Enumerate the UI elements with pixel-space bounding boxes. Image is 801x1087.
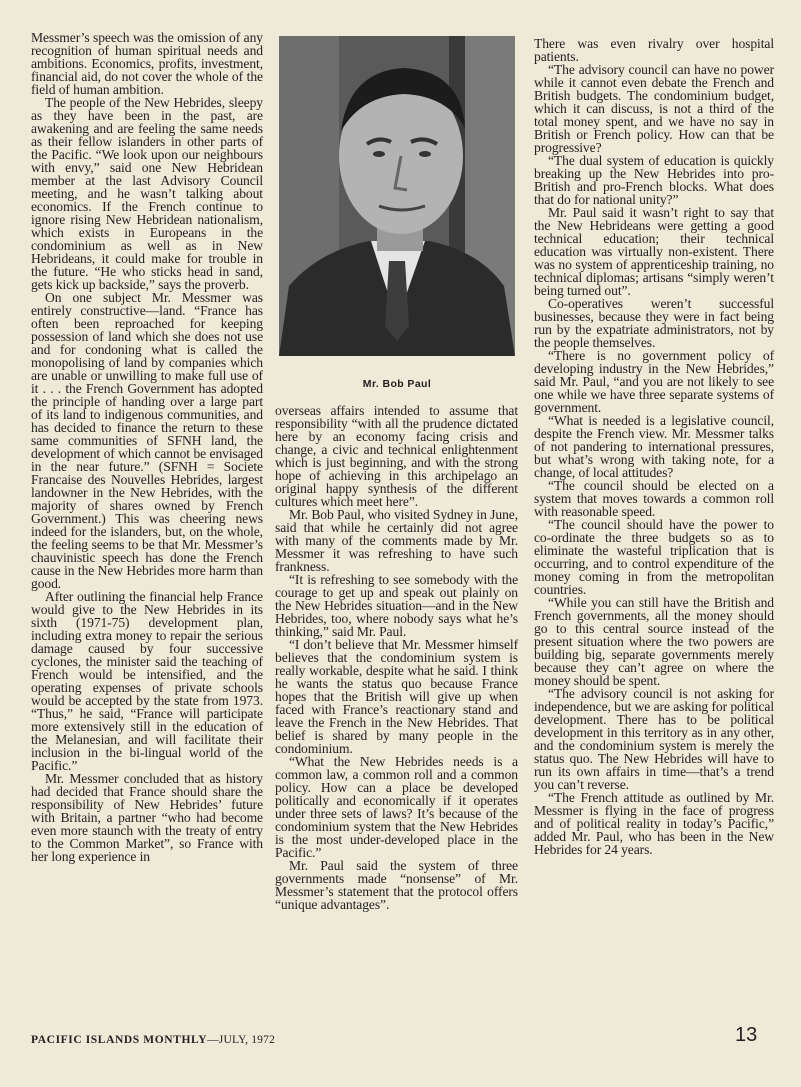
photo-caption: Mr. Bob Paul bbox=[362, 378, 432, 390]
paragraph: Messmer’s speech was the omission of any recognition of human spiritual needs and ambitions. Economics, profits, investment, financial aid, do not cover the whole of the field of human ambition. bbox=[31, 30, 263, 97]
paragraph: “What is needed is a legislative council, despite the French view. Mr. Messmer talks of not pandering to international pressures, but what’s wrong with taking note, for a change, of local attitudes? bbox=[534, 413, 774, 480]
page-footer bbox=[31, 1034, 275, 1046]
paragraph: “The dual system of education is quickly breaking up the New Hebrides into pro-British and pro-French blocks. What does that do for national unity?” bbox=[534, 153, 774, 207]
paragraph: “The council should be elected on a system that moves towards a common roll with reasonable speed. bbox=[534, 478, 774, 519]
article-column-3 bbox=[534, 37, 774, 856]
paragraph: overseas affairs intended to assume that responsibility “with all the prudence dictated here by an economy facing crisis and change, a civic and technical enlightenment which is just beginning, and with the strong hope of achieving in this archipelago an original happy synthesis of the different cultures which meet here”. bbox=[275, 403, 518, 509]
paragraph: “The advisory council can have no power while it cannot even debate the French and British budgets. The condominium budget, which it can discuss, is not a third of the total money spent, and we have no say in British or French policy. How can that be progressive? bbox=[534, 62, 774, 155]
article-column-2 bbox=[275, 404, 518, 911]
paragraph: “While you can still have the British and French governments, all the money should go to this central source instead of the present situation where the two powers are building big, separate governments merely because they can’t agree on where the money should be spent. bbox=[534, 595, 774, 688]
paragraph: There was even rivalry over hospital patients. bbox=[534, 36, 774, 64]
paragraph: The people of the New Hebrides, sleepy as they have been in the past, are awakening and are feeling the same needs as their fellow islanders in other parts of the Pacific. “We look upon our neighbours with envy,” said one New Hebridean member at the last Advisory Council meeting, and he wasn’t talking about economics. If the French continue to ignore rising New Hebridean nationalism, which exists in Europeans in the condominium as well as in New Hebrideans, it could make for trouble in the future. “He who sticks head in sand, gets kick up backside,” says the proverb. bbox=[31, 95, 263, 292]
paragraph: Mr. Paul said the system of three governments made “nonsense” of Mr. Messmer’s statement that the protocol offers “unique advantages”. bbox=[275, 858, 518, 912]
paragraph: “There is no government policy of developing industry in the New Hebrides,” said Mr. Paul, “and you are not likely to see one while we have three separate systems of government. bbox=[534, 348, 774, 415]
paragraph: Mr. Messmer concluded that as history had decided that France should share the responsibility of New Hebrides’ future with Britain, a partner “who had become even more staunch with the treaty of entry to the Common Market”, so France with her long experience in bbox=[31, 771, 263, 864]
paragraph: Mr. Paul said it wasn’t right to say that the New Hebrideans were getting a good technical education; their technical education was virtually non-existent. There was no system of apprenticeship training, no technical diplomas; artisans “simply weren’t being turned out”. bbox=[534, 205, 774, 298]
paragraph: “The council should have the power to co-ordinate the three budgets so as to eliminate the wasteful triplication that is occurring, and to control expenditure of the money coming in from the metropolitan countries. bbox=[534, 517, 774, 597]
paragraph: “I don’t believe that Mr. Messmer himself believes that the condominium system is really workable, despite what he said. I think he wants the status quo because France hopes that the British will give up when faced with France’s reactionary stand and leave the French in the New Hebrides. That belief is shared by many people in the condominium. bbox=[275, 637, 518, 756]
portrait-illustration bbox=[279, 36, 515, 356]
page-number: 13 bbox=[735, 1024, 758, 1046]
paragraph: After outlining the financial help France would give to the New Hebrides in its sixth (1971-75) development plan, including extra money to repair the serious damage caused by four successive cyclones, the minister said the teaching of French would be intensified, and the operating expenses of private schools would be accepted by the state from 1973. “Thus,” he said, “France will participate more extensively still in the education of the Melanesian, and will facilitate their inclusion in the bi-lingual world of the Pacific.” bbox=[31, 589, 263, 773]
article-column-1 bbox=[31, 31, 263, 863]
issue-date: —JULY, 1972 bbox=[207, 1034, 276, 1046]
portrait-photo bbox=[279, 36, 515, 356]
paragraph: “What the New Hebrides needs is a common law, a common roll and a common policy. How can a place be developed politically and economically if it operates under three sets of laws? It’s because of the condominium system that the New Hebrides is the most under-developed place in the Pacific.” bbox=[275, 754, 518, 860]
magazine-name: PACIFIC ISLANDS MONTHLY bbox=[31, 1034, 208, 1046]
paragraph: Co-operatives weren’t successful businesses, because they were in fact being run by the expatriate administrators, not by the people themselves. bbox=[534, 296, 774, 350]
paragraph: “The advisory council is not asking for independence, but we are asking for political development. There has to be political development in this territory as in any other, and the condominium system is merely the status quo. The New Hebrides will have to run its own affairs in time—that’s a trend you can’t reverse. bbox=[534, 686, 774, 792]
paragraph: On one subject Mr. Messmer was entirely constructive—land. “France has often been reproached for keeping possession of land which she does not use and for condoning what is called the monopolising of land by companies which are unable or unwilling to make full use of it . . . the French Government has adopted the principle of handing over a large part of its land to indigenous communities, and has decided to finance the return to these same communities of SFNH land, the development of which cannot be envisaged in the near future.” (SFNH = Societe Francaise des Nouvelles Hebrides, largest landowner in the New Hebrides, with the majority of shares owned by French Government.) This was cheering news indeed for the islanders, but, on the whole, the feeling seems to be that Mr. Messmer’s chauvinistic speech has done the French cause in the New Hebrides more harm than good. bbox=[31, 290, 263, 591]
paragraph: “It is refreshing to see somebody with the courage to get up and speak out plainly on the New Hebrides situation—and in the New Hebrides, too, where nobody says what he’s thinking,” said Mr. Paul. bbox=[275, 572, 518, 639]
paragraph: Mr. Bob Paul, who visited Sydney in June, said that while he certainly did not agree with many of the comments made by Mr. Messmer it was refreshing to have such frankness. bbox=[275, 507, 518, 574]
paragraph: “The French attitude as outlined by Mr. Messmer is flying in the face of progress and of political reality in today’s Pacific,” added Mr. Paul, who has been in the New Hebrides for 24 years. bbox=[534, 790, 774, 857]
